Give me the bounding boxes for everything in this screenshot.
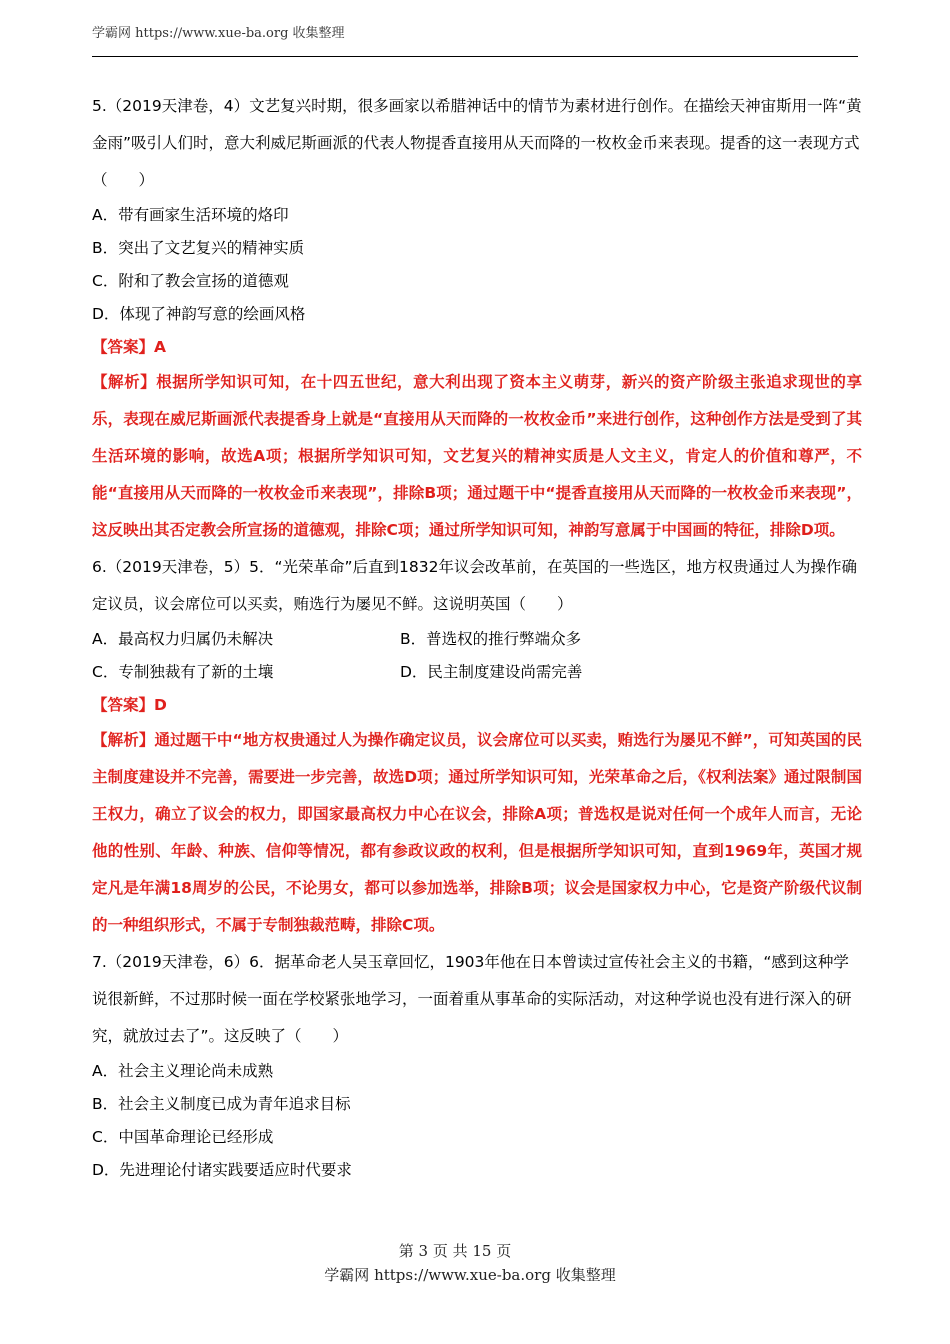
option-a: A．社会主义理论尚未成熟 <box>92 1062 274 1080</box>
question-7 <box>92 944 862 1187</box>
question-stem: 6.（2019天津卷，5）5．“光荣革命”后直到1832年议会改革前，在英国的一些选区，地方权贵通过人为操作确定议员，议会席位可以买卖，贿选行为屡见不鲜。这说明英国（ ） <box>92 558 857 613</box>
document-body <box>92 88 862 1187</box>
option-c: C．附和了教会宣扬的道德观 <box>92 272 289 290</box>
option-d: D．民主制度建设尚需完善 <box>400 663 583 681</box>
question-stem: 7.（2019天津卷，6）6．据革命老人吴玉章回忆，1903年他在日本曾读过宣传社会主义的书籍，“感到这种学说很新鲜，不过那时候一面在学校紧张地学习，一面着重从事革命的实际活动，对这种学说也没有进行深入的研究，就放过去了”。这反映了（ ） <box>92 953 852 1045</box>
option-c: C．专制独裁有了新的土壤 <box>92 663 274 681</box>
option-d: D．体现了神韵写意的绘画风格 <box>92 305 306 323</box>
question-6 <box>92 549 862 944</box>
answer-label: 【答案】D <box>92 696 167 714</box>
question-stem: 5.（2019天津卷，4）文艺复兴时期，很多画家以希腊神话中的情节为素材进行创作。在描绘天神宙斯用一阵“黄金雨”吸引人们时，意大利威尼斯画派的代表人物提香直接用从天而降的一枚枚金币来表现。提香的这一表现方式（ ） <box>92 97 862 189</box>
answer-label: 【答案】A <box>92 338 166 356</box>
option-b: B．社会主义制度已成为青年追求目标 <box>92 1095 351 1113</box>
option-a: A．带有画家生活环境的烙印 <box>92 206 289 224</box>
header-divider <box>92 56 858 57</box>
option-b: B．普选权的推行弊端众多 <box>400 630 582 648</box>
question-5 <box>92 88 862 549</box>
analysis-text: 【解析】通过题干中“地方权贵通过人为操作确定议员，议会席位可以买卖，贿选行为屡见不鲜”，可知英国的民主制度建设并不完善，需要进一步完善，故选D项；通过所学知识可知，光荣革命之后，《权利法案》通过限制国王权力，确立了议会的权力，即国家最高权力中心在议会，排除A项；普选权是说对任何一个成年人而言，无论他的性别、年龄、种族、信仰等情况，都有参政议政的权利，但是根据所学知识可知，直到1969年，英国才规定凡是年满18周岁的公民，不论男女，都可以参加选举，排除B项；议会是国家权力中心，它是资产阶级代议制的一种组织形式，不属于专制独裁范畴，排除C项。 <box>92 731 862 934</box>
option-a: A．最高权力归属仍未解决 <box>92 630 274 648</box>
analysis-text: 【解析】根据所学知识可知，在十四五世纪，意大利出现了资本主义萌芽，新兴的资产阶级主张追求现世的享乐，表现在威尼斯画派代表提香身上就是“直接用从天而降的一枚枚金币”来进行创作，这种创作方法是受到了其生活环境的影响，故选A项；根据所学知识可知，文艺复兴的精神实质是人文主义，肯定人的价值和尊严，不能“直接用从天而降的一枚枚金币来表现”，排除B项；通过题干中“提香直接用从天而降的一枚枚金币来表现”，这反映出其否定教会所宣扬的道德观，排除C项；通过所学知识可知，神韵写意属于中国画的特征，排除D项。 <box>92 373 862 539</box>
page-number: 第 3 页 共 15 页 <box>398 1242 512 1260</box>
option-d: D．先进理论付诸实践要适应时代要求 <box>92 1161 352 1179</box>
option-row <box>92 623 862 656</box>
footer-site: 学霸网 https://www.xue-ba.org 收集整理 <box>324 1266 616 1284</box>
option-c: C．中国革命理论已经形成 <box>92 1128 274 1146</box>
option-b: B．突出了文艺复兴的精神实质 <box>92 239 305 257</box>
page-header: 学霸网 https://www.xue-ba.org 收集整理 <box>92 26 345 41</box>
option-row <box>92 656 862 689</box>
